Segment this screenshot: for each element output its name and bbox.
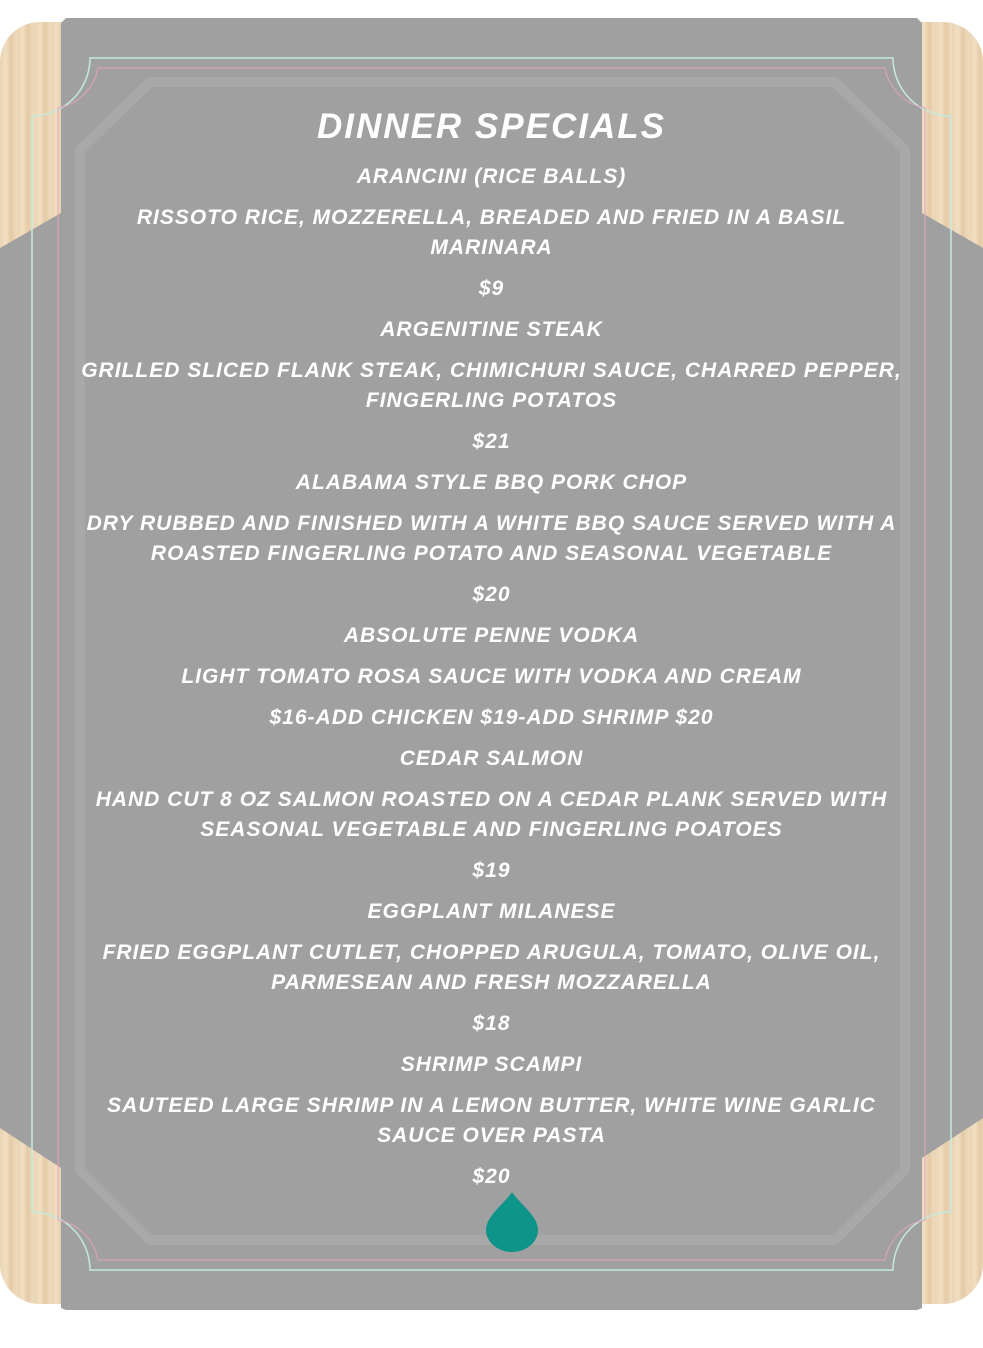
menu-item <box>80 162 903 304</box>
item-description: FRIED EGGPLANT CUTLET, CHOPPED ARUGULA, TOMATO, OLIVE OIL, PARMESEAN AND FRESH MOZZARELLA <box>102 941 881 994</box>
item-price: $16-ADD CHICKEN $19-ADD SHRIMP $20 <box>269 706 714 729</box>
item-name: CEDAR SALMON <box>399 747 584 770</box>
item-name: ARGENITINE STEAK <box>380 318 603 341</box>
item-description: SAUTEED LARGE SHRIMP IN A LEMON BUTTER, WHITE WINE GARLIC SAUCE OVER PASTA <box>107 1094 876 1147</box>
item-price: $21 <box>472 430 511 453</box>
menu-content <box>80 100 903 1203</box>
item-price: $19 <box>472 859 511 882</box>
item-name: ABSOLUTE PENNE VODKA <box>343 624 640 647</box>
menu-item <box>80 897 903 1039</box>
menu-item <box>80 1050 903 1192</box>
item-name: ARANCINI (RICE BALLS) <box>356 165 627 188</box>
menu-item <box>80 744 903 886</box>
item-price: $20 <box>472 583 511 606</box>
menu-item <box>80 315 903 457</box>
item-name: ALABAMA STYLE BBQ PORK CHOP <box>295 471 688 494</box>
item-description: LIGHT TOMATO ROSA SAUCE WITH VODKA AND CREAM <box>181 665 802 688</box>
item-price: $20 <box>472 1165 511 1188</box>
teardrop-icon <box>484 1190 540 1252</box>
menu-title: DINNER SPECIALS <box>317 107 666 146</box>
menu-item <box>80 468 903 610</box>
item-name: EGGPLANT MILANESE <box>367 900 616 923</box>
item-price: $18 <box>472 1012 511 1035</box>
item-name: SHRIMP SCAMPI <box>400 1053 583 1076</box>
menu-item <box>80 621 903 733</box>
item-description: RISSOTO RICE, MOZZERELLA, BREADED AND FRIED IN A BASIL MARINARA <box>136 206 847 259</box>
item-price: $9 <box>478 277 505 300</box>
item-description: GRILLED SLICED FLANK STEAK, CHIMICHURI SAUCE, CHARRED PEPPER, FINGERLING POTATOS <box>81 359 902 412</box>
item-description: HAND CUT 8 OZ SALMON ROASTED ON A CEDAR PLANK SERVED WITH SEASONAL VEGETABLE AND FINGERLING POATOES <box>95 788 888 841</box>
item-description: DRY RUBBED AND FINISHED WITH A WHITE BBQ SAUCE SERVED WITH A ROASTED FINGERLING POTATO AND SEASONAL VEGETABLE <box>86 512 897 565</box>
